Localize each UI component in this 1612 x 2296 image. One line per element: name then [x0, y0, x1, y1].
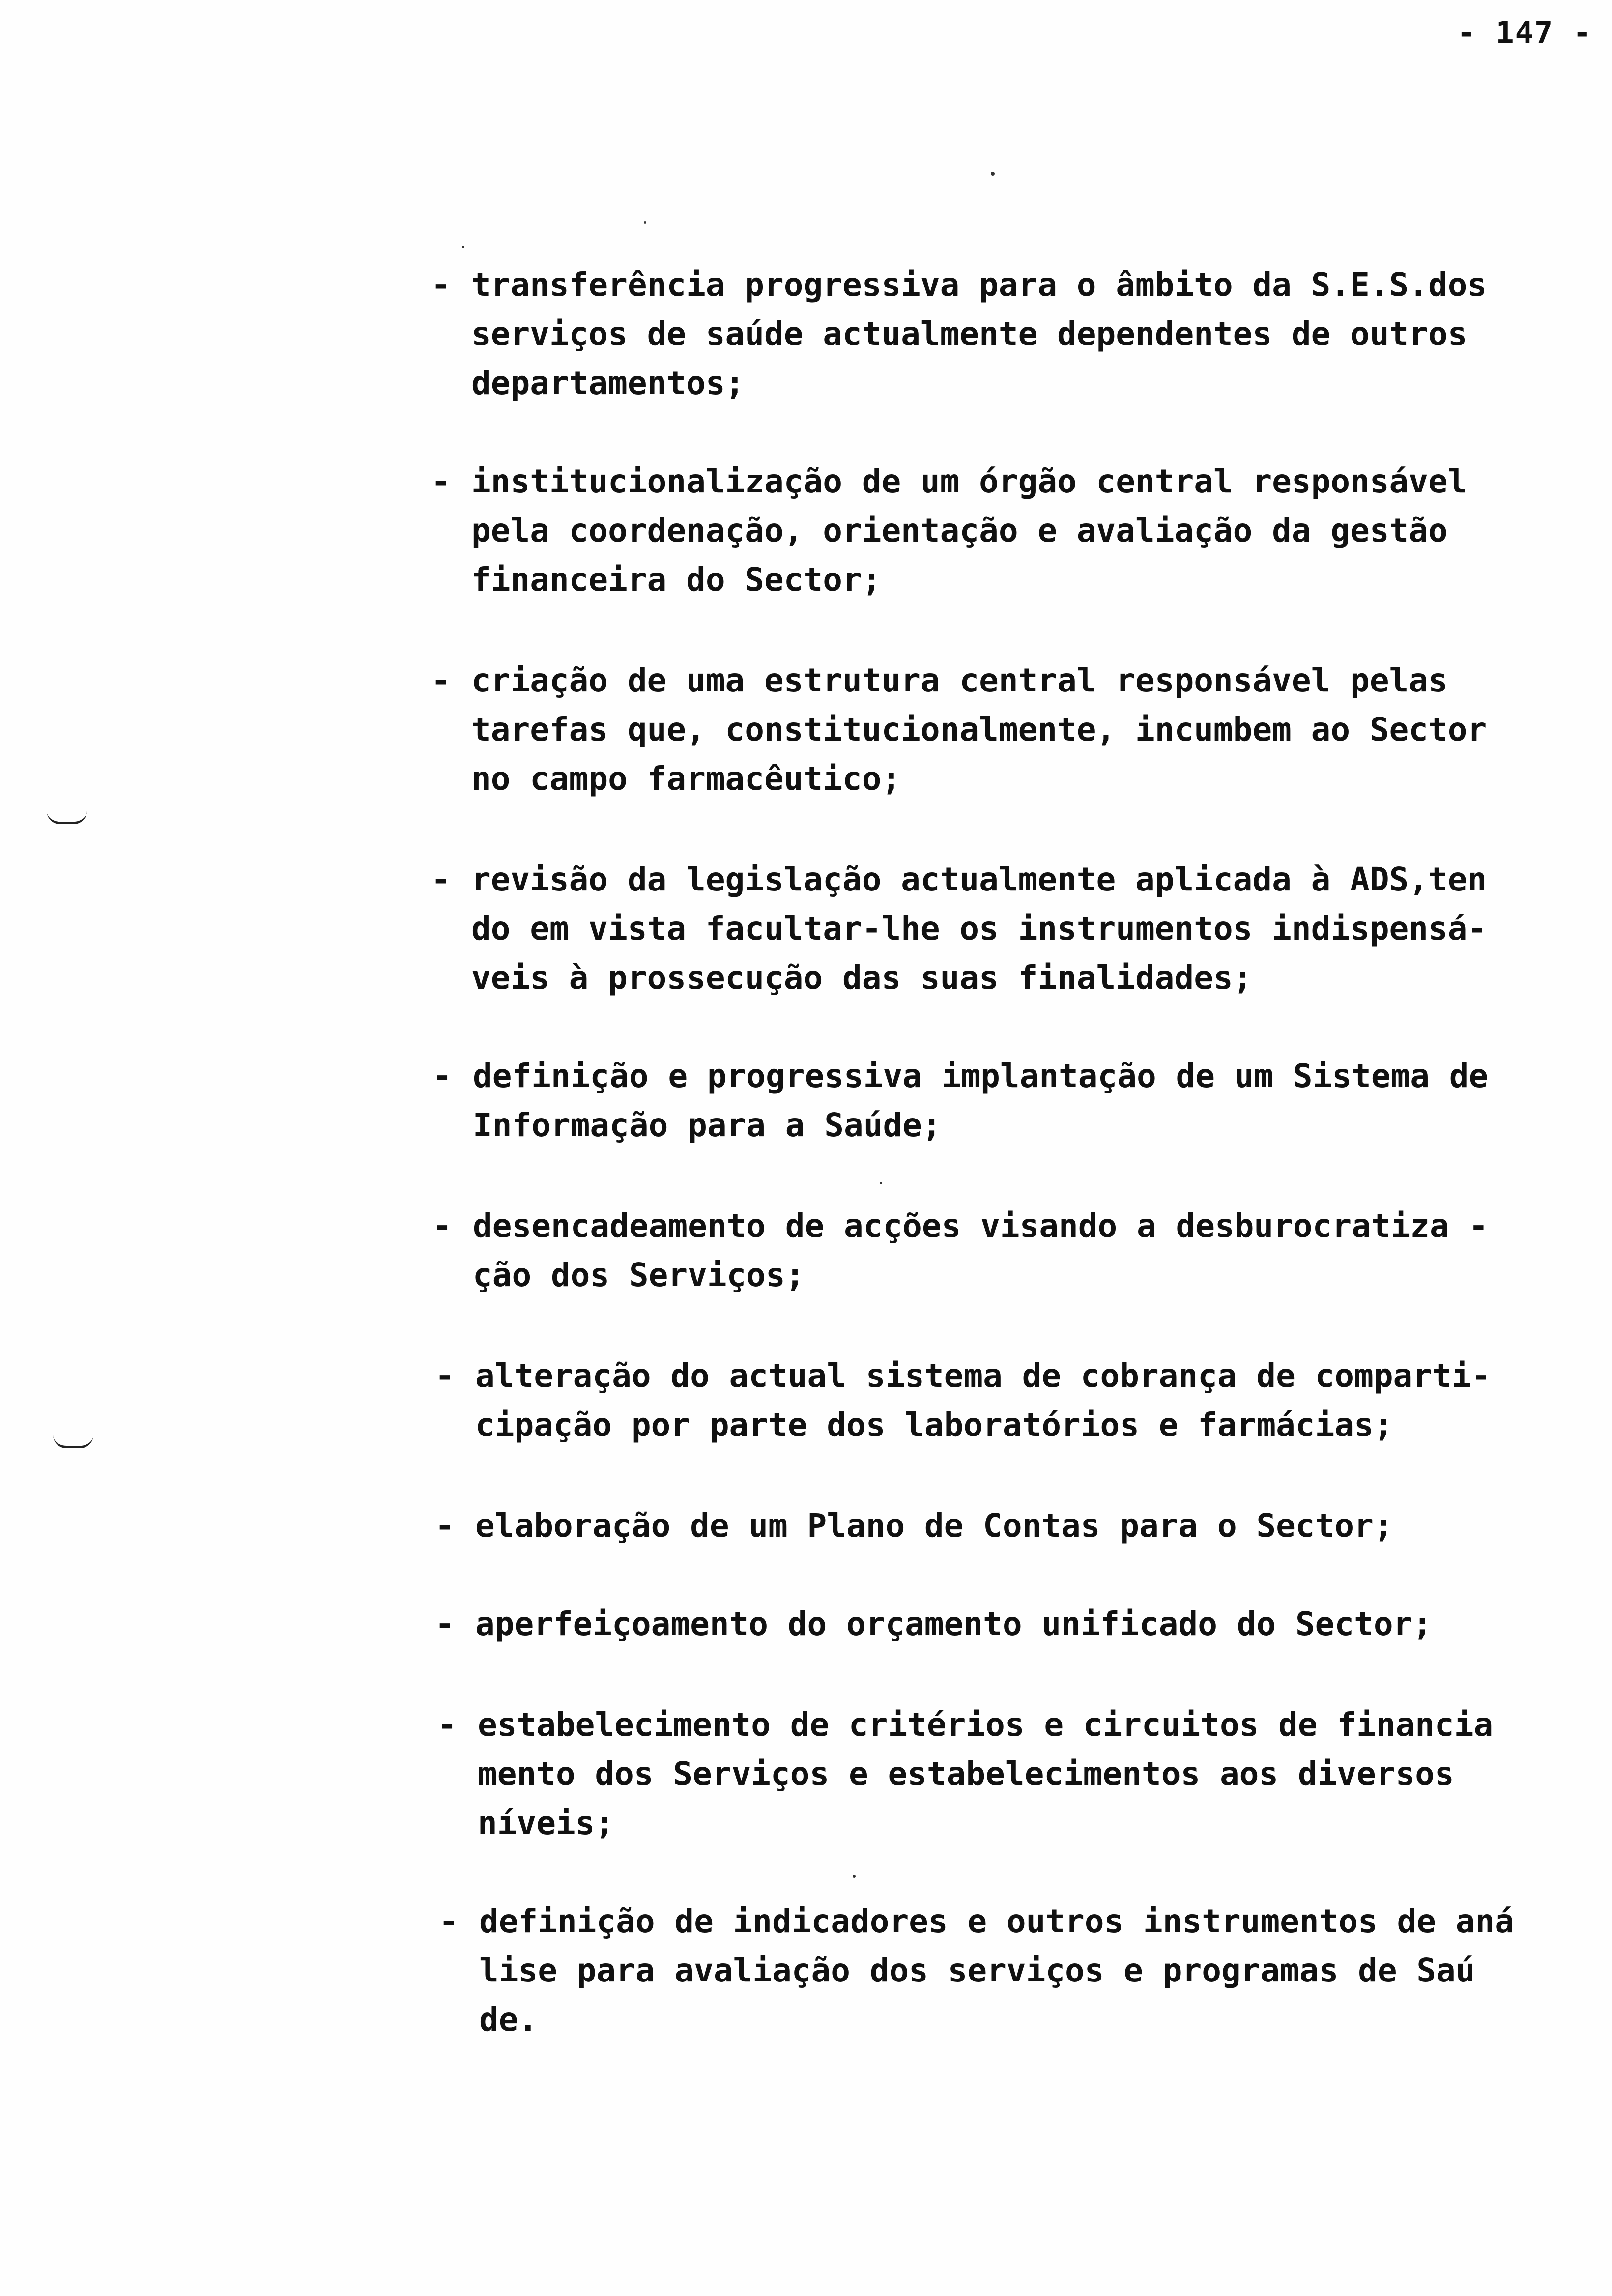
speck [462, 246, 464, 248]
item-line: do em vista facultar-lhe os instrumentos indispensá- [471, 910, 1487, 947]
item-line: níveis; [478, 1804, 615, 1842]
list-bullet: - [431, 462, 451, 500]
item-line: revisão da legislação actualmente aplicada à ADS,ten [471, 861, 1487, 898]
page-number: - 147 - [1457, 15, 1592, 51]
list-bullet: - [435, 1507, 455, 1545]
list-bullet: - [437, 1706, 457, 1744]
item-line: veis à prossecução das suas finalidades; [471, 959, 1253, 997]
speck [880, 1182, 882, 1184]
item-line: lise para avaliação dos serviços e programas de Saú [479, 1952, 1475, 1989]
list-bullet: - [431, 266, 451, 304]
item-line: ção dos Serviços; [473, 1256, 805, 1294]
item-line: tarefas que, constitucionalmente, incumbem ao Sector [471, 711, 1487, 748]
punch-mark [47, 811, 87, 824]
speck [853, 1875, 856, 1878]
punch-mark [53, 1435, 93, 1448]
speck [991, 172, 995, 176]
item-line: aperfeiçoamento do orçamento unificado do Sector; [475, 1605, 1433, 1643]
item-line: alteração do actual sistema de cobrança de comparti- [475, 1357, 1491, 1395]
item-line: serviços de saúde actualmente dependentes de outros [471, 315, 1468, 353]
item-line: elaboração de um Plano de Contas para o Sector; [475, 1507, 1393, 1545]
item-line: definição de indicadores e outros instrumentos de aná [479, 1902, 1514, 1940]
speck [644, 221, 646, 224]
item-line: financeira do Sector; [471, 561, 882, 599]
item-line: transferência progressiva para o âmbito da S.E.S.dos [471, 266, 1487, 304]
list-bullet: - [439, 1902, 459, 1940]
item-line: desencadeamento de acções visando a desburocratiza - [473, 1207, 1489, 1245]
item-line: mento dos Serviços e estabelecimentos aos diversos [478, 1755, 1454, 1793]
item-line: criação de uma estrutura central responsável pelas [471, 661, 1448, 699]
item-line: Informação para a Saúde; [473, 1106, 942, 1144]
list-bullet: - [435, 1357, 455, 1395]
item-line: institucionalização de um órgão central responsável [471, 462, 1468, 500]
item-line: definição e progressiva implantação de um Sistema de [473, 1057, 1489, 1095]
list-bullet: - [431, 661, 451, 699]
item-line: no campo farmacêutico; [471, 760, 901, 798]
list-bullet: - [431, 861, 451, 898]
list-bullet: - [435, 1605, 455, 1643]
item-line: estabelecimento de critérios e circuitos de financia [478, 1706, 1494, 1744]
list-bullet: - [432, 1207, 452, 1245]
item-line: departamentos; [471, 364, 745, 402]
item-line: cipação por parte dos laboratórios e farmácias; [475, 1406, 1393, 1444]
item-line: pela coordenação, orientação e avaliação da gestão [471, 512, 1448, 549]
list-bullet: - [432, 1057, 452, 1095]
item-line: de. [479, 2001, 538, 2038]
